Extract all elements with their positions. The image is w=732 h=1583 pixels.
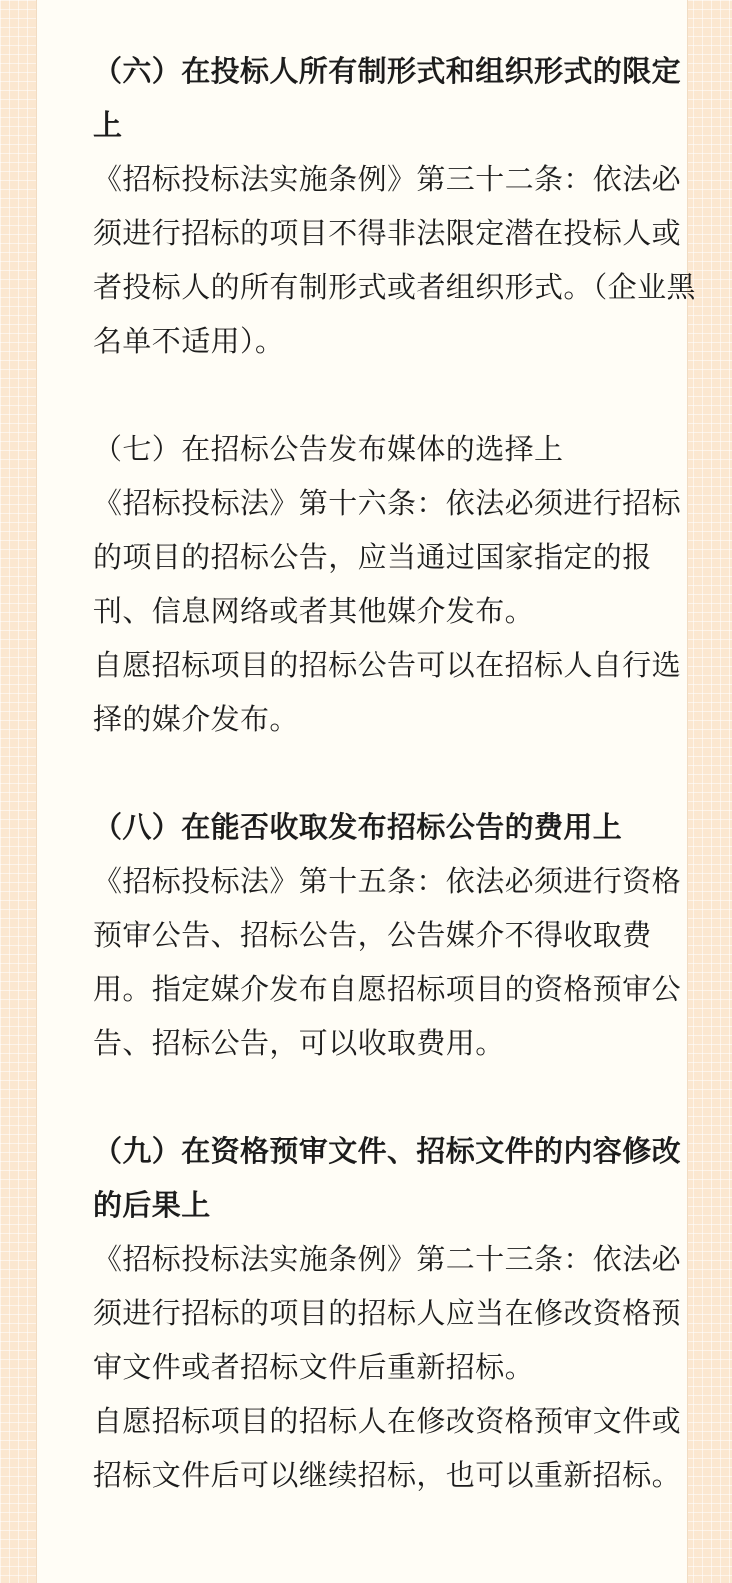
section-heading: （六）在投标人所有制形式和组织形式的限定上 [93, 54, 682, 142]
section-9 [93, 1124, 707, 1502]
section-heading: （七）在招标公告发布媒体的选择上 [93, 432, 564, 466]
section-heading: （九）在资格预审文件、招标文件的内容修改的后果上 [93, 1134, 682, 1222]
section-paragraph: 自愿招标项目的招标公告可以在招标人自行选择的媒介发布。 [93, 648, 682, 736]
article-paper [37, 0, 696, 1583]
article-content [93, 44, 707, 1502]
section-paragraph: 《招标投标法》第十五条：依法必须进行资格预审公告、招标公告，公告媒介不得收取费用。指定媒介发布自愿招标项目的资格预审公告、招标公告，可以收取费用。 [93, 864, 682, 1060]
section-7 [93, 422, 707, 746]
section-paragraph: 自愿招标项目的招标人在修改资格预审文件或招标文件后可以继续招标，也可以重新招标。 [93, 1404, 682, 1492]
section-8 [93, 800, 707, 1070]
section-paragraph: 《招标投标法》第十六条：依法必须进行招标的项目的招标公告，应当通过国家指定的报刊、信息网络或者其他媒介发布。 [93, 486, 682, 628]
section-heading: （八）在能否收取发布招标公告的费用上 [93, 810, 623, 844]
section-paragraph: 《招标投标法实施条例》第三十二条：依法必须进行招标的项目不得非法限定潜在投标人或者投标人的所有制形式或者组织形式。（企业黑名单不适用）。 [93, 162, 696, 358]
section-paragraph: 《招标投标法实施条例》第二十三条：依法必须进行招标的项目的招标人应当在修改资格预审文件或者招标文件后重新招标。 [93, 1242, 682, 1384]
section-6 [93, 44, 707, 368]
